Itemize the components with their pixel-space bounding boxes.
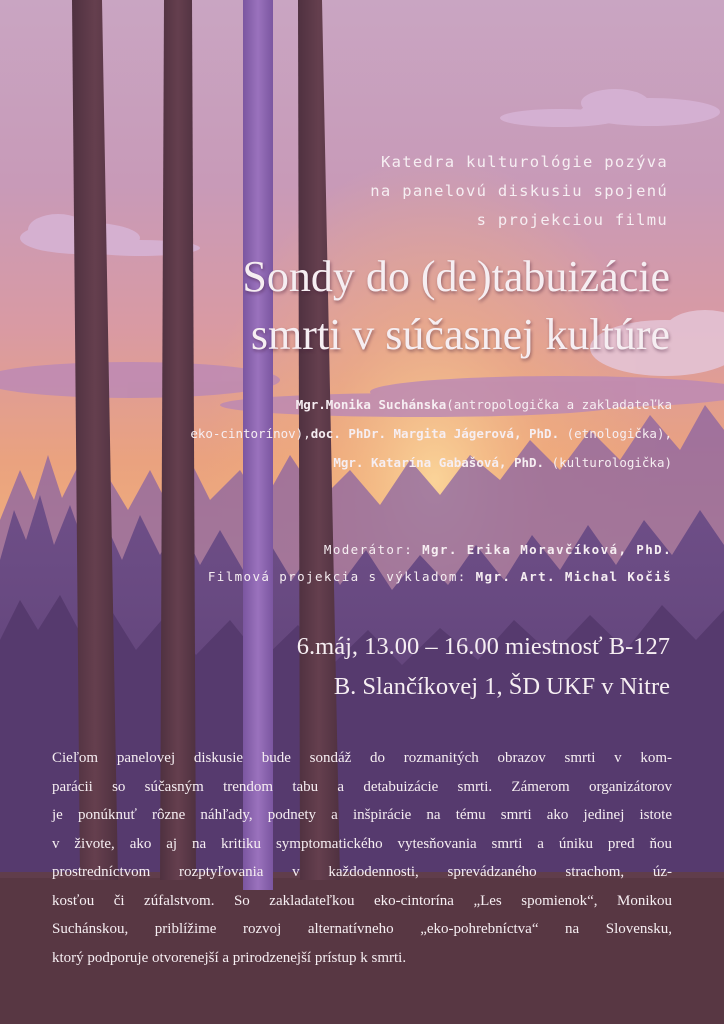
description-line: parácii so súčasným trendom tabu a detabuizácie smrti. Zámerom organizátorov (52, 778, 672, 795)
screening-line (208, 563, 672, 590)
intro-line: Katedra kulturológie pozýva (380, 153, 668, 171)
description-line: je ponúknuť rôzne náhľady, podnety a inšpirácie na tému smrti ako jedinej istote (52, 807, 672, 823)
description-line: kosťou či zúfalstvom. So zakladateľkou eko-cintorína „Les spomienok“, Monikou (52, 892, 672, 909)
speaker-role: (kulturologička) (544, 455, 672, 470)
description-line: ktorý podporuje otvorenejší a prirodzenejší prístup k smrti. (52, 949, 407, 966)
screening-label: Filmová projekcia s výkladom: (207, 569, 476, 584)
speaker-name: doc. PhDr. Margita Jágerová, PhD. (310, 426, 560, 441)
title-line: Sondy do (de)tabuizácie (242, 252, 670, 301)
moderation-info (208, 536, 672, 590)
intro-line: s projekciou filmu (476, 211, 668, 229)
moderator-line (208, 536, 672, 563)
description-line: prostredníctvom rozptyľovania v každodennosti, sprevádzaného strachom, úz- (52, 864, 672, 880)
speaker-name: Mgr. Katarína Gabašová, PhD. (333, 455, 545, 470)
intro-line: na panelovú diskusiu spojenú (370, 182, 668, 200)
description-line: Cieľom panelovej diskusie bude sondáž do rozmanitých obrazov smrti v kom- (52, 750, 672, 766)
event-datetime-room: 6.máj, 13.00 – 16.00 miestnosť B-127 (296, 633, 670, 660)
speaker-role: eko-cintorínov), (190, 426, 311, 441)
event-details (297, 627, 670, 707)
title-line: smrti v súčasnej kultúre (250, 310, 670, 359)
description-line: Suchánskou, priblížime rozvoj alternatívneho „eko-pohrebníctva“ na Slovensku, (52, 921, 672, 937)
screening-name: Mgr. Art. Michal Kočiš (475, 569, 672, 584)
moderator-label: Moderátor: (323, 542, 423, 557)
event-title (242, 248, 670, 364)
speaker-role: (antropologička a zakladateľka (446, 397, 672, 412)
event-description (52, 744, 672, 972)
event-address: B. Slančíkovej 1, ŠD UKF v Nitre (333, 673, 670, 700)
speaker-name: Mgr.Monika Suchánska (295, 397, 447, 412)
invitation-intro (370, 148, 668, 235)
moderator-name: Mgr. Erika Moravčíková, PhD. (422, 542, 672, 557)
speaker-line (190, 419, 672, 448)
speaker-role: (etnologička), (559, 426, 672, 441)
speaker-line (190, 448, 672, 477)
speakers-list (190, 390, 672, 477)
speaker-line (190, 390, 672, 419)
description-line: v živote, ako aj na kritiku symptomatického vytesňovania smrti a úniku pred ňou (52, 835, 672, 852)
